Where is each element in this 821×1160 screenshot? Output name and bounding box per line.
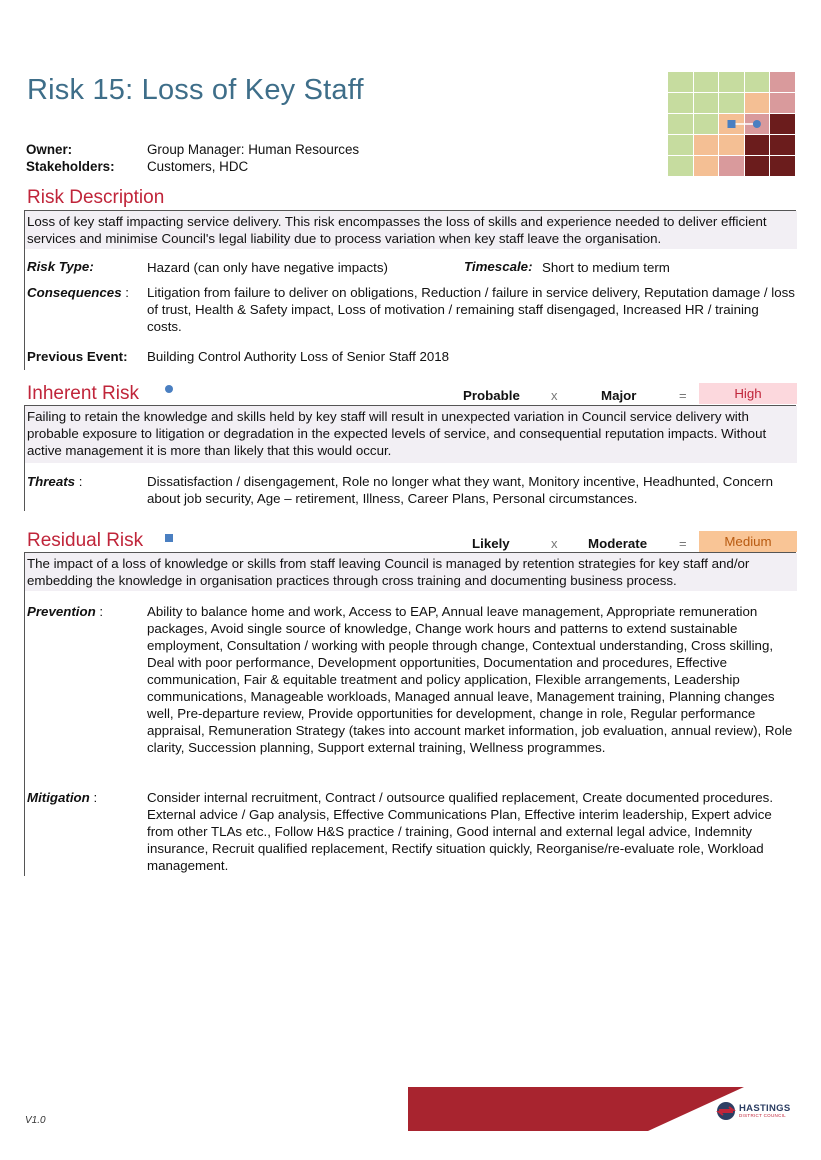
timescale-label: Timescale: bbox=[464, 259, 533, 274]
inherent-times-sign: x bbox=[551, 388, 558, 403]
heatmap-cell bbox=[745, 114, 770, 134]
residual-impact: Moderate bbox=[588, 536, 648, 551]
threats-label-text: Threats bbox=[27, 474, 76, 489]
heatmap-cell bbox=[745, 135, 770, 155]
inherent-impact: Major bbox=[601, 388, 637, 403]
mitigation-value: Consider internal recruitment, Contract / outsource qualified replacement, Create documented procedures. External advice / Gap analysis, Effective Communications Plan, Effective interim leadership, Expert advice from other TLAs etc., Follow H&S practice / training, Good internal and external legal advice, Indemnity insurance, Recruit qualified replacement, Rectify situation quickly, Reorganise/re-evaluate role, Workload management. bbox=[147, 790, 774, 873]
heatmap-cell bbox=[694, 156, 719, 176]
hastings-logo-name: HASTINGS bbox=[739, 1103, 791, 1114]
risk-heatmap bbox=[668, 72, 795, 176]
heatmap-cell bbox=[719, 114, 744, 134]
heatmap-cell bbox=[668, 114, 693, 134]
heatmap-cell bbox=[745, 156, 770, 176]
heatmap-cell bbox=[719, 135, 744, 155]
footer-band-shape bbox=[408, 1087, 744, 1131]
consequences-value: Litigation from failure to deliver on obligations, Reduction / failure in service delivery, Reputation damage / loss of trust, Health & Safety impact, Loss of motivation / remaining staff disengaged, Increased HR / training costs. bbox=[147, 285, 795, 334]
heatmap-cell bbox=[694, 114, 719, 134]
previous-event-label: Previous Event: bbox=[27, 349, 128, 364]
inherent-risk-heading: Inherent Risk bbox=[27, 383, 139, 404]
residual-risk-vrule bbox=[24, 552, 25, 876]
prevention-label-text: Prevention bbox=[27, 604, 96, 619]
version-label: V1.0 bbox=[25, 1115, 46, 1126]
inherent-likelihood: Probable bbox=[463, 388, 520, 403]
owner-value: Group Manager: Human Resources bbox=[147, 142, 360, 157]
hastings-logo bbox=[716, 1101, 791, 1121]
heatmap-cell bbox=[770, 114, 795, 134]
heatmap-cell bbox=[668, 135, 693, 155]
owner-label: Owner: bbox=[26, 142, 73, 157]
inherent-risk-marker-icon bbox=[165, 385, 173, 393]
heatmap-cell bbox=[694, 93, 719, 113]
hastings-logo-icon bbox=[716, 1101, 736, 1121]
hastings-logo-sub: DISTRICT COUNCIL bbox=[739, 1113, 786, 1118]
heatmap-cell bbox=[694, 72, 719, 92]
consequences-colon: : bbox=[125, 285, 129, 300]
heatmap-cell bbox=[770, 135, 795, 155]
threats-label bbox=[27, 474, 82, 489]
risk-description-heading: Risk Description bbox=[27, 187, 165, 208]
mitigation-label bbox=[27, 790, 97, 805]
hastings-logo-text-group bbox=[739, 1104, 791, 1118]
residual-equals-sign: = bbox=[679, 536, 687, 551]
heatmap-cell bbox=[719, 156, 744, 176]
residual-risk-marker-icon bbox=[165, 534, 173, 542]
inherent-equals-sign: = bbox=[679, 388, 687, 403]
heatmap-cell bbox=[668, 72, 693, 92]
heatmap-cell bbox=[719, 72, 744, 92]
heatmap-cell bbox=[770, 72, 795, 92]
mitigation-colon: : bbox=[93, 790, 98, 805]
risk-type-value: Hazard (can only have negative impacts) bbox=[147, 260, 388, 275]
risk-description-text: Loss of key staff impacting service delivery. This risk encompasses the loss of skills and experience needed to deliver efficient services and minimise Council's legal liability due to process variation when key staff leave the organisation. bbox=[25, 211, 797, 249]
heatmap-cell bbox=[668, 156, 693, 176]
prevention-value: Ability to balance home and work, Access to EAP, Annual leave management, Appropriate remuneration packages, Avoid single source of knowledge, Change work hours and patterns to extend sustainable employment, Consultation / working with people through change, Contextual understanding, Cross skilling, Deal with poor performance, Development opportunities, Documentation and procedures, Effective communication, Fair & equitable treatment and policy application, Flexible arrangements, Leadership communications, Manageable workloads, Managed annual leave, Management training, Planning changes well, Pre-departure review, Provide opportunities for development, change in role, Regular performance appraisal, Remuneration Strategy (takes into account market information, job evaluation, annual review), Role clarity, Succession planning, Support external training, Wellness programmes. bbox=[147, 604, 793, 755]
prevention-label bbox=[27, 604, 103, 619]
inherent-risk-text: Failing to retain the knowledge and skills held by key staff will result in unexpected variation in Council service delivery with probable exposure to litigation or degradation in the expected levels of service, and consequential reputation impacts. Without active management it is more than likely that this would occur. bbox=[25, 406, 797, 463]
heatmap-cell bbox=[668, 93, 693, 113]
heatmap-cell bbox=[770, 93, 795, 113]
timescale-value: Short to medium term bbox=[542, 260, 670, 275]
residual-times-sign: x bbox=[551, 536, 558, 551]
residual-likelihood: Likely bbox=[472, 536, 510, 551]
prevention-colon: : bbox=[99, 604, 104, 619]
page-title: Risk 15: Loss of Key Staff bbox=[27, 74, 364, 106]
heatmap-cell bbox=[745, 72, 770, 92]
stakeholders-value: Customers, HDC bbox=[147, 159, 249, 174]
residual-risk-heading: Residual Risk bbox=[27, 530, 144, 551]
stakeholders-label: Stakeholders: bbox=[26, 159, 115, 174]
threats-colon: : bbox=[78, 474, 83, 489]
heatmap-cell bbox=[694, 135, 719, 155]
heatmap-cell bbox=[770, 156, 795, 176]
residual-risk-text: The impact of a loss of knowledge or skills from staff leaving Council is managed by retention strategies for key staff and/or embedding the knowledge in organisation practices through cross training and documenting business process. bbox=[25, 553, 797, 591]
risk-type-label: Risk Type: bbox=[27, 259, 94, 274]
heatmap-cell bbox=[719, 93, 744, 113]
mitigation-label-text: Mitigation bbox=[27, 790, 90, 805]
threats-value: Dissatisfaction / disengagement, Role no longer what they want, Monitory incentive, Headhunted, Concern about job security, Age – retirement, Illness, Career Plans, Personal circumstances. bbox=[147, 474, 774, 506]
heatmap-cell bbox=[745, 93, 770, 113]
consequences-label-text: Consequences bbox=[27, 285, 122, 300]
previous-event-value: Building Control Authority Loss of Senior Staff 2018 bbox=[147, 349, 450, 364]
inherent-rating-badge: High bbox=[699, 383, 797, 404]
consequences-label bbox=[27, 285, 129, 300]
residual-rating-badge: Medium bbox=[699, 531, 797, 552]
